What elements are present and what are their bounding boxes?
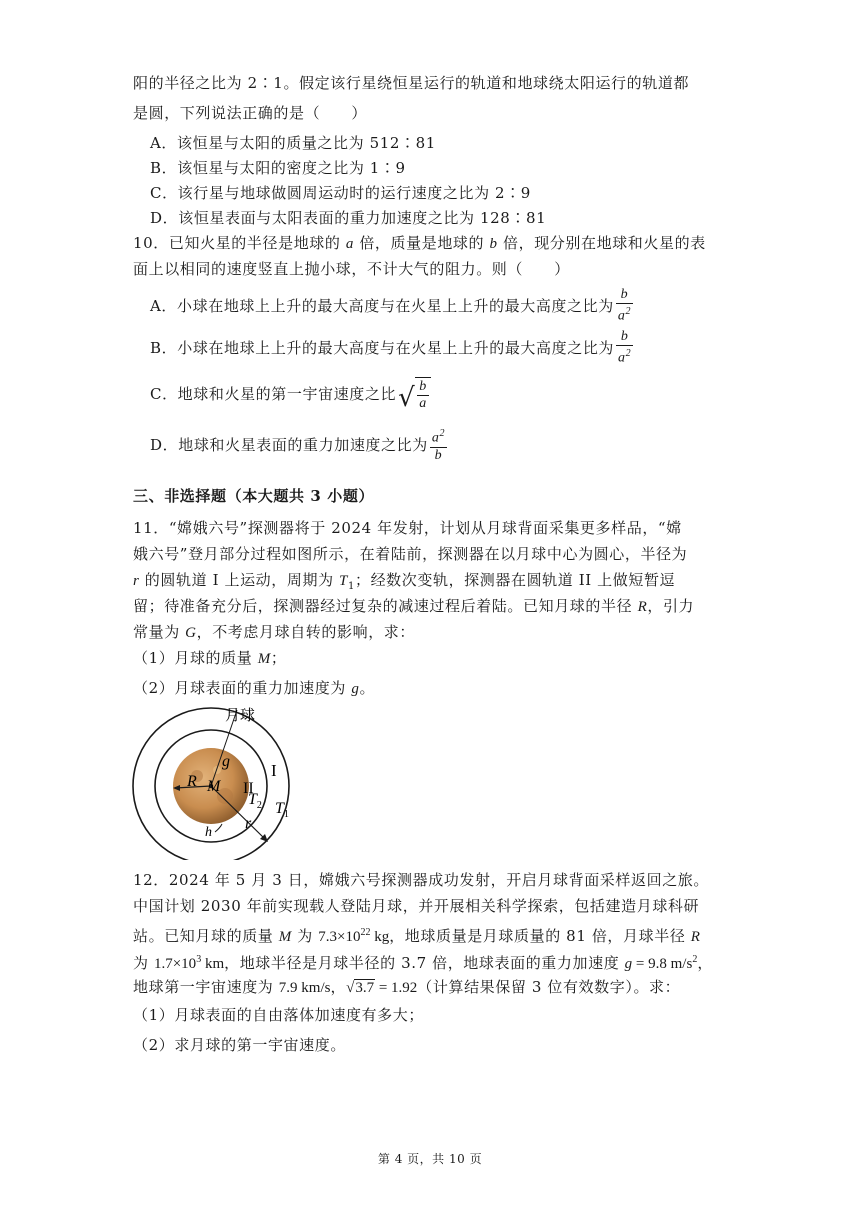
q9-option-c: C．该行星与地球做圆周运动时的运行速度之比为 2∶9 <box>150 184 531 202</box>
q11-line-3: r 的圆轨道 I 上运动，周期为 $T_1$；经数次变轨，探测器在圆轨道 II 上做短暂逗 <box>133 571 676 592</box>
q10-line-2: 面上以相同的速度竖直上抛小球，不计大气的阻力。则（ ） <box>133 260 570 278</box>
q10-option-d: D．地球和火星表面的重力加速度之比为 $\frac{a^2}{b}$ <box>150 428 446 463</box>
section-3-heading: 三、非选择题（本大题共 3 小题） <box>133 487 375 505</box>
q10-option-b-fraction: $\frac{b}{a^2}$ <box>618 329 632 366</box>
q11-line-4: 留；待准备充分后，探测器经过复杂的减速过程后着陆。已知月球的半径 R，引力 <box>133 597 695 615</box>
q11-subquestion-1: （1）月球的质量 M； <box>133 649 287 667</box>
q9-option-d: D．该恒星表面与太阳表面的重力加速度之比为 128∶81 <box>150 209 547 227</box>
q12-line-3: 站。已知月球的质量 M 为 $7.3\times 10^{22}$ kg，地球质量是月球质量的 81 倍，月球半径 R <box>133 927 701 945</box>
q10-line-1: 10．已知火星的半径是地球的 a 倍，质量是地球的 b 倍，现分别在地球和火星的表 <box>133 234 706 252</box>
g-label: g <box>222 753 230 770</box>
q12-subquestion-2: （2）求月球的第一宇宙速度。 <box>133 1036 346 1054</box>
q12-subquestion-1: （1）月球表面的自由落体加速度有多大； <box>133 1006 424 1024</box>
h-label: h <box>205 825 212 840</box>
q10-option-a-fraction: $\frac{b}{a^2}$ <box>617 287 632 324</box>
q9-option-b: B．该恒星与太阳的密度之比为 1∶9 <box>150 159 406 177</box>
q11-subquestion-2: （2）月球表面的重力加速度为 g。 <box>133 679 376 697</box>
q11-line-5: 常量为 G，不考虑月球自转的影响，求： <box>133 623 416 641</box>
q11-line-1: 11．“嫦娥六号”探测器将于 2024 年发射，计划从月球背面采集更多样品，“嫦 <box>133 519 682 537</box>
orbit-1-label: I <box>271 761 277 780</box>
earth-gravity-value: g = 9.8 $m/s^2$ <box>624 954 698 972</box>
q12-line-2: 中国计划 2030 年前实现载人登陆月球，并开展相关科学探索，包括建造月球科研 <box>133 897 700 915</box>
q9-line-1: 阳的半径之比为 2∶1。假定该行星绕恒星运行的轨道和地球绕太阳运行的轨道都 <box>133 74 690 92</box>
q12-line-4: 为 $1.7\times 10^3$ km，地球半径是月球半径的 3.7 倍，地球表面的重力加速度 g = 9.8 $m/s^2$， <box>133 954 713 972</box>
orbit-diagram <box>125 700 315 860</box>
page-footer: 第 4 页，共 10 页 <box>377 1152 483 1166</box>
q10-option-c: C．地球和火星的第一宇宙速度之比 √ $\frac{b}{a}$ <box>150 374 431 414</box>
q12-line-1: 12．2024 年 5 月 3 日，嫦娥六号探测器成功发射，开启月球背面采样返回之旅。 <box>133 871 709 889</box>
r-label: r <box>245 815 252 832</box>
T1-label: $T_1$ <box>275 800 289 820</box>
q9-line-2: 是圆，下列说法正确的是（ ） <box>133 104 368 122</box>
sqrt-value: √3.7 = 1.92 <box>346 980 418 996</box>
R-label: R <box>187 773 197 790</box>
orbit-2-label: II <box>243 780 254 797</box>
q11-line-2: 娥六号”登月部分过程如图所示，在着陆前，探测器在以月球中心为圆心，半径为 <box>133 545 688 563</box>
q10-option-b: B．小球在地球上上升的最大高度与在火星上上升的最大高度之比为 $\frac{b}{a^2}$ <box>150 329 632 366</box>
q12-line-5: 地球第一宇宙速度为 7.9 km/s，√3.7 = 1.92（计算结果保留 3 位有效数字）。求： <box>133 978 681 996</box>
moon-mass-value: $7.3\times 10^{22}$ kg <box>318 927 390 945</box>
moon-label: 月球 <box>225 708 256 724</box>
M-label: M <box>207 778 221 795</box>
q10-option-d-fraction: $\frac{a^2}{b}$ <box>431 428 446 463</box>
moon-radius-value: $1.7\times 10^3$ km <box>153 954 225 972</box>
q10-option-a: A．小球在地球上上升的最大高度与在火星上上升的最大高度之比为 $\frac{b}{a^2}$ <box>150 287 632 324</box>
T2-label: $T_2$ <box>248 791 262 811</box>
q10-option-c-sqrt: √ $\frac{b}{a}$ <box>398 377 431 412</box>
q9-option-a: A．该恒星与太阳的质量之比为 512∶81 <box>150 134 436 152</box>
